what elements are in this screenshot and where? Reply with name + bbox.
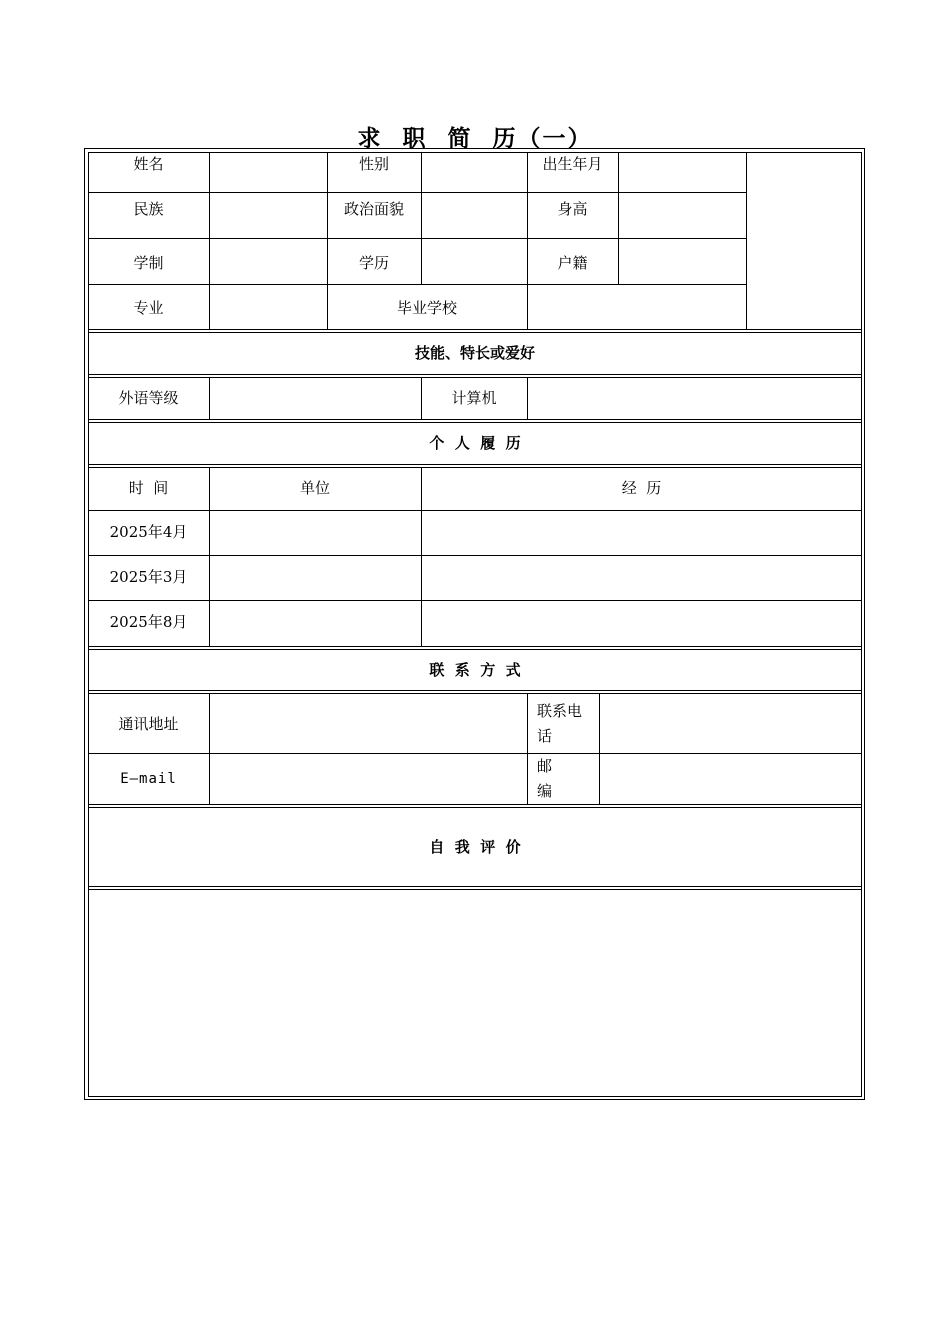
section-header-skills: 技能、特长或爱好: [414, 344, 535, 362]
section-divider: [88, 690, 862, 691]
col-unit: 单位: [299, 479, 330, 497]
label-household: 户籍: [557, 254, 588, 272]
section-divider: [88, 464, 862, 465]
resume-time: 2025年8月: [109, 613, 188, 631]
address-field[interactable]: [210, 694, 526, 753]
label-school: 毕业学校: [396, 299, 457, 317]
section-header-resume: 个 人 履 历: [429, 434, 521, 452]
experience-field[interactable]: [422, 601, 861, 646]
label-address: 通讯地址: [118, 715, 179, 733]
phone-field[interactable]: [600, 694, 861, 753]
self-evaluation-field[interactable]: [89, 890, 861, 1096]
section-divider: [88, 332, 862, 333]
experience-field[interactable]: [422, 556, 861, 600]
email-field[interactable]: [210, 754, 526, 804]
unit-field[interactable]: [210, 601, 420, 646]
gender-field[interactable]: [422, 153, 526, 192]
household-field[interactable]: [619, 239, 745, 284]
label-schooling: 学制: [133, 254, 164, 272]
zip-field[interactable]: [600, 754, 861, 804]
label-phone: 联系电: [537, 702, 583, 720]
computer-field[interactable]: [528, 378, 861, 419]
label-ethnicity: 民族: [133, 200, 164, 218]
label-email: E—mail: [120, 771, 177, 787]
section-divider: [88, 807, 862, 808]
label-education: 学历: [358, 254, 389, 272]
school-field[interactable]: [528, 285, 745, 329]
label-birth: 出生年月: [542, 155, 603, 173]
height-field[interactable]: [619, 193, 745, 238]
label-gender: 性别: [358, 155, 389, 173]
section-divider: [88, 419, 862, 420]
experience-field[interactable]: [422, 511, 861, 555]
section-header-evaluation: 自 我 评 价: [429, 838, 521, 856]
photo-field[interactable]: [747, 153, 861, 328]
section-divider: [88, 886, 862, 887]
label-major: 专业: [133, 299, 164, 317]
resume-time: 2025年4月: [109, 523, 188, 541]
unit-field[interactable]: [210, 556, 420, 600]
section-divider: [88, 646, 862, 647]
section-divider: [88, 467, 862, 468]
label-political: 政治面貌: [343, 200, 404, 218]
label-height: 身高: [557, 200, 588, 218]
section-header-contact: 联 系 方 式: [429, 661, 521, 679]
major-field[interactable]: [210, 285, 326, 329]
resume-time: 2025年3月: [109, 568, 188, 586]
language-field[interactable]: [210, 378, 420, 419]
grid-line: [527, 693, 528, 804]
label-language: 外语等级: [118, 389, 179, 407]
political-field[interactable]: [422, 193, 526, 238]
page-title: 求 职 简 历（一）: [357, 125, 593, 152]
label-computer: 计算机: [451, 389, 497, 407]
ethnicity-field[interactable]: [210, 193, 326, 238]
section-divider: [88, 804, 862, 805]
label-zip: 邮: [537, 757, 553, 775]
name-field[interactable]: [210, 153, 326, 192]
label-zip: 编: [537, 782, 553, 800]
section-divider: [88, 422, 862, 423]
section-divider: [88, 374, 862, 375]
section-divider: [88, 649, 862, 650]
schooling-field[interactable]: [210, 239, 326, 284]
label-phone: 话: [537, 727, 553, 745]
col-experience: 经 历: [621, 479, 662, 497]
section-divider: [88, 329, 862, 330]
unit-field[interactable]: [210, 511, 420, 555]
education-field[interactable]: [422, 239, 526, 284]
birth-field[interactable]: [619, 153, 745, 192]
col-time: 时 间: [128, 479, 169, 497]
label-name: 姓名: [133, 155, 164, 173]
